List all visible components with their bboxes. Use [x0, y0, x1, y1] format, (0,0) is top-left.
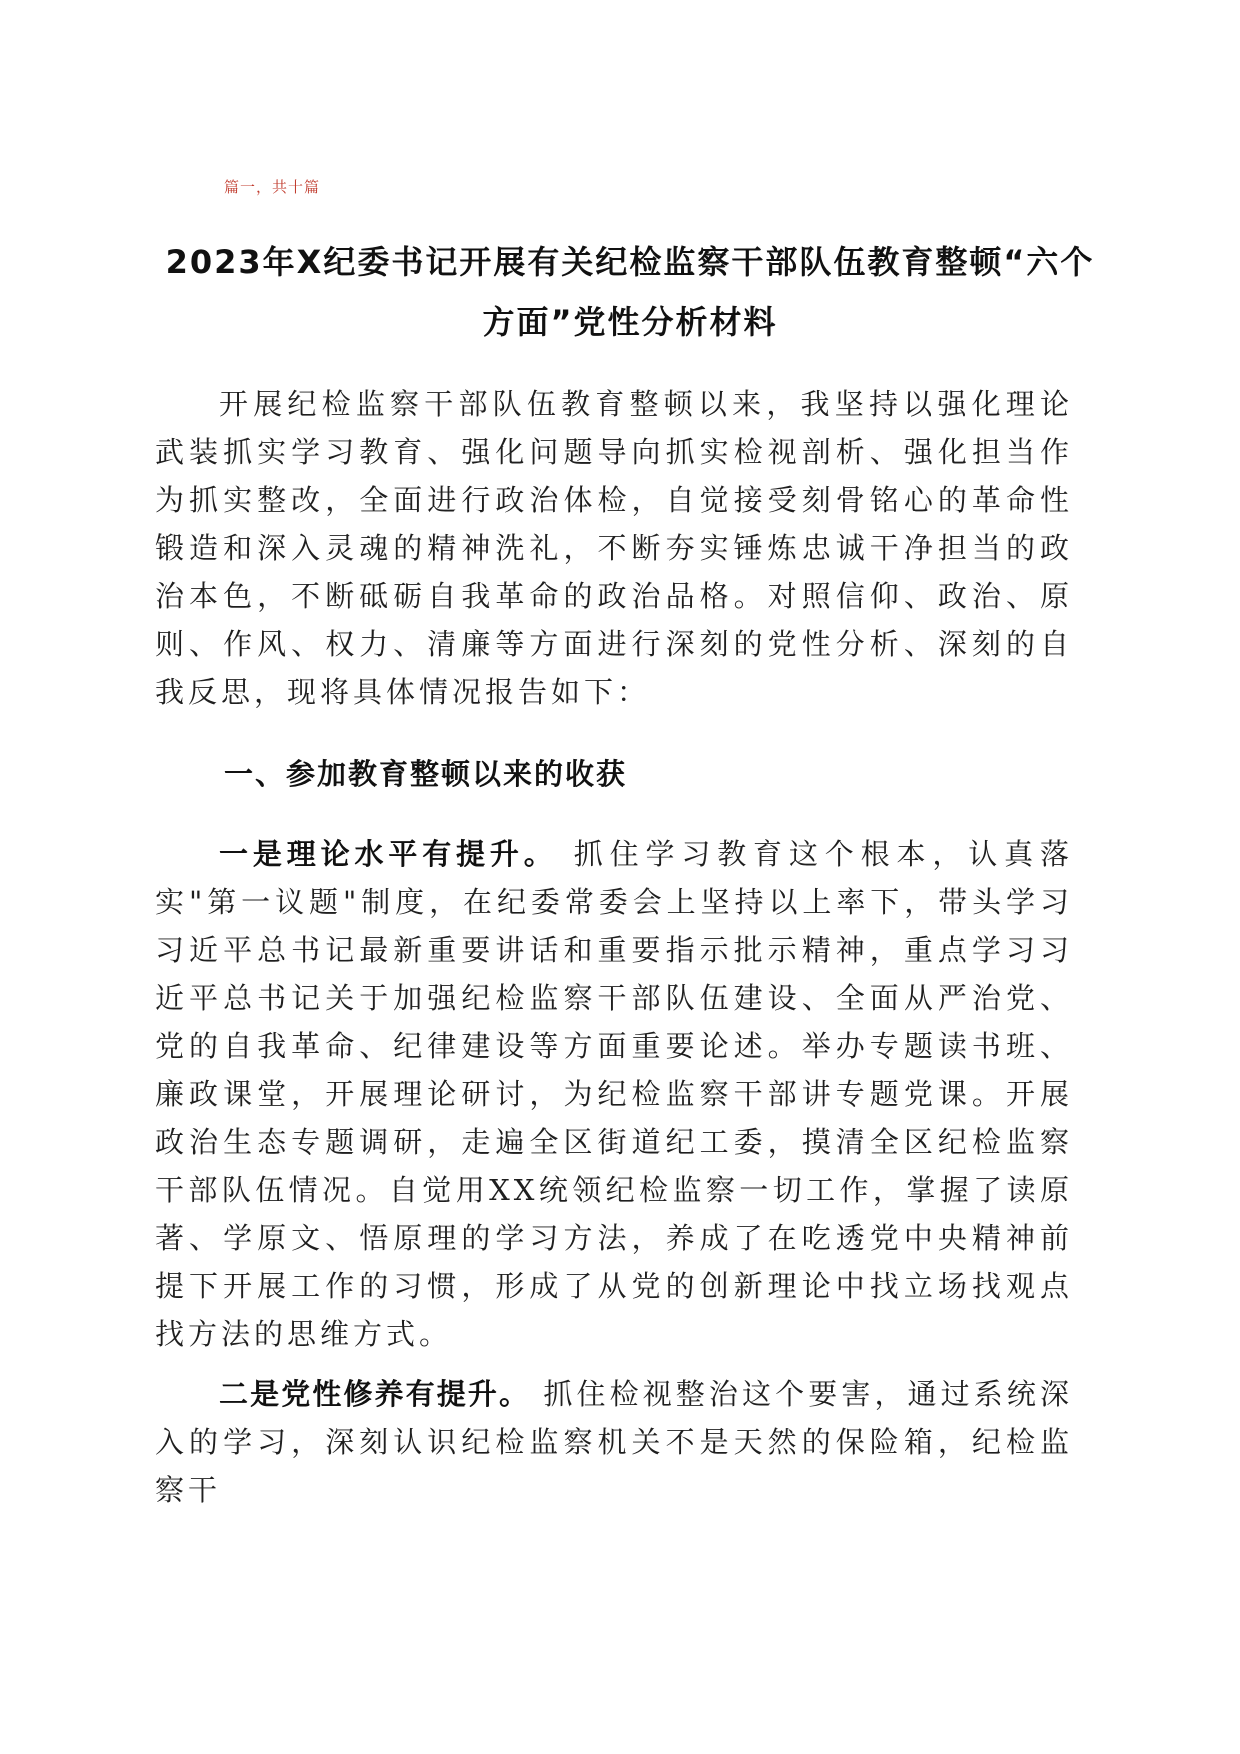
intro-paragraph: 开展纪检监察干部队伍教育整顿以来，我坚持以强化理论武装抓实学习教育、强化问题导向抓实检视剖析、强化担当作为抓实整改，全面进行政治体检，自觉接受刻骨铭心的革命性锻造和深入灵魂的精神洗礼，不断夯实锤炼忠诚干净担当的政治本色，不断砥砺自我革命的政治品格。对照信仰、政治、原则、作风、权力、清廉等方面进行深刻的党性分析、深刻的自我反思，现将具体情况报告如下： — [155, 387, 1073, 709]
paragraph-item-1 — [155, 830, 1073, 1358]
series-note: 篇一，共十篇 — [224, 178, 321, 196]
item-1-lead: 一是理论水平有提升。 — [219, 837, 558, 871]
section-heading: 一、参加教育整顿以来的收获 — [224, 757, 628, 791]
item-2-lead: 二是党性修养有提升。 — [219, 1377, 531, 1411]
document-title: 2023年X纪委书记开展有关纪检监察干部队伍教育整顿“六个方面”党性分析材料 — [165, 243, 1095, 341]
paragraph-item-2 — [155, 1370, 1073, 1514]
item-1-body: 抓住学习教育这个根本，认真落实"第一议题"制度，在纪委常委会上坚持以上率下，带头学习习近平总书记最新重要讲话和重要指示批示精神，重点学习习近平总书记关于加强纪检监察干部队伍建设、全面从严治党、党的自我革命、纪律建设等方面重要论述。举办专题读书班、廉政课堂，开展理论研讨，为纪检监察干部讲专题党课。开展政治生态专题调研，走遍全区街道纪工委，摸清全区纪检监察干部队伍情况。自觉用XX统领纪检监察一切工作，掌握了读原著、学原文、悟原理的学习方法，养成了在吃透党中央精神前提下开展工作的习惯，形成了从党的创新理论中找立场找观点找方法的思维方式。 — [155, 837, 1073, 1351]
item-2-body: 抓住检视整治这个要害，通过系统深入的学习，深刻认识纪检监察机关不是天然的保险箱，纪检监察干 — [155, 1377, 1073, 1507]
